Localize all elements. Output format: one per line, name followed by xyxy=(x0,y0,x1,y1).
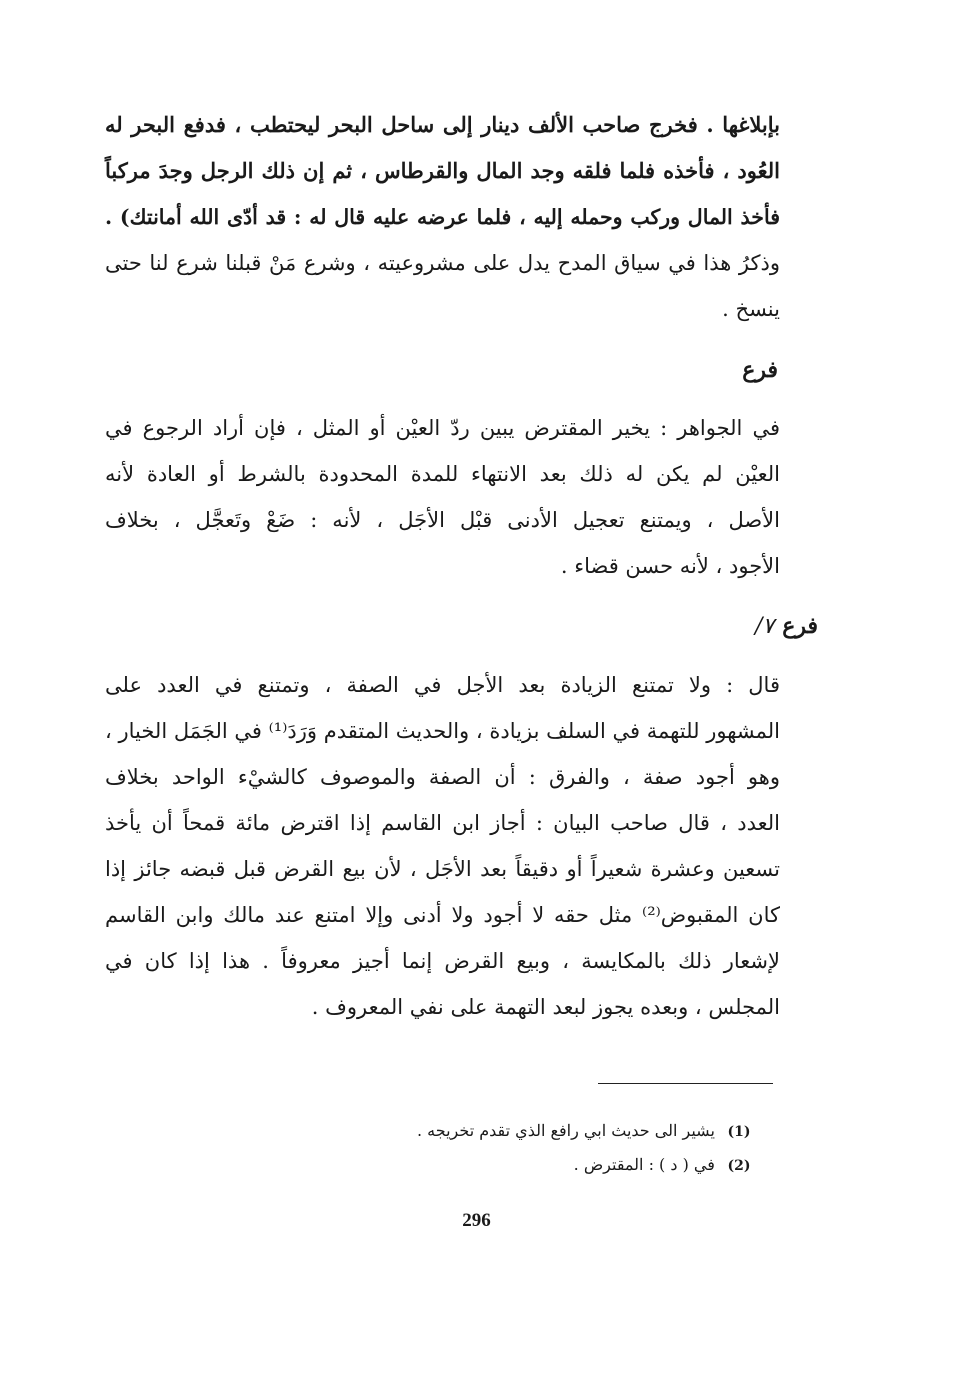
text-line: المجلس ، وبعده يجوز لبعد التهمة على نفي المعروف . xyxy=(311,995,780,1019)
text-line: قال : ولا تمتنع الزيادة بعد الأجل في الصفة ، وتمتنع في العدد على xyxy=(105,673,780,697)
section-heading xyxy=(742,357,778,383)
text-line: تسعين وعشرة شعيراً أو دقيقاً بعد الأجَل ، لأن بيع القرض قبل قبضه جائز إذا xyxy=(105,857,780,881)
text-line: بإبلاغها . فخرج صاحب الألف دينار إلى ساحل البحر ليحتطب ، فدفع البحر له xyxy=(105,112,780,137)
text-line: الأصل ، ويمتنع تعجيل الأدنى قبْل الأجَل ، لأنه : ضَعْ وتَعجَّل ، بخلاف xyxy=(105,508,780,532)
text-line: في الجواهر : يخير المقترض يبين ردّ العيْن أو المثل ، فإن أراد الرجوع في xyxy=(105,416,780,440)
section-heading xyxy=(755,613,818,639)
text-line: كان المقبوض⁽²⁾ مثل حقه لا أجود ولا أدنى وإلا امتنع عند مالك وابن القاسم xyxy=(105,903,780,927)
footnote xyxy=(278,1148,758,1182)
margin-annotation: ٧/ xyxy=(754,614,775,639)
footnote-text: في ( د ) : المقترض . xyxy=(573,1155,715,1174)
text-line: وذكرُ هذا في سياق المدح يدل على مشروعيته ، وشرع مَنْ قبلنا شرع لنا حتى xyxy=(105,251,780,275)
section-heading-text: فرع xyxy=(742,357,778,383)
text-line: العُود ، فأخذه فلما فلقه وجد المال والقرطاس ، ثم إن ذلك الرجل وجدَ مركباً xyxy=(105,158,780,183)
section-heading-text: فرع xyxy=(782,613,818,639)
footnote xyxy=(278,1114,758,1148)
text-line: العيْن لم يكن له ذلك بعد الانتهاء للمدة المحدودة بالشرط أو العادة لأنه xyxy=(105,462,780,486)
section-paragraph xyxy=(105,405,780,589)
page-number: 296 xyxy=(462,1210,491,1231)
text-line: لإشعار ذلك بالمكايسة ، وبيع القرض إنما أجيز معروفاً . هذا إذا كان في xyxy=(105,949,780,973)
text-line: الأجود ، لأنه حسن قضاء . xyxy=(560,554,780,578)
text-line: ينسخ . xyxy=(722,297,780,321)
text-line: العدد ، قال صاحب البيان : أجاز ابن القاسم إذا اقترض مائة قمحاً أن يأخذ xyxy=(105,811,780,835)
footnote-number: (1) xyxy=(727,1124,751,1140)
text-line: وهو أجود صفة ، والفرق : أن الصفة والموصوف كالشيْء الواحد بخلاف xyxy=(105,765,780,789)
footnote-number: (2) xyxy=(727,1158,751,1174)
intro-paragraph xyxy=(105,102,780,332)
footnote-separator xyxy=(598,1083,773,1084)
text-line: فأخذ المال وركب وحمله إليه ، فلما عرضه عليه قال له : قد أدّى الله أمانتك) . xyxy=(105,205,780,229)
footnotes xyxy=(278,1114,758,1184)
section-paragraph xyxy=(105,662,780,1030)
text-line: المشهور للتهمة في السلف بزيادة ، والحديث المتقدم وَرَدَ⁽¹⁾ في الجَمَل الخيار ، xyxy=(105,719,780,743)
footnote-text: يشير الى حديث ابي رافع الذي تقدم تخريجه . xyxy=(417,1121,715,1140)
